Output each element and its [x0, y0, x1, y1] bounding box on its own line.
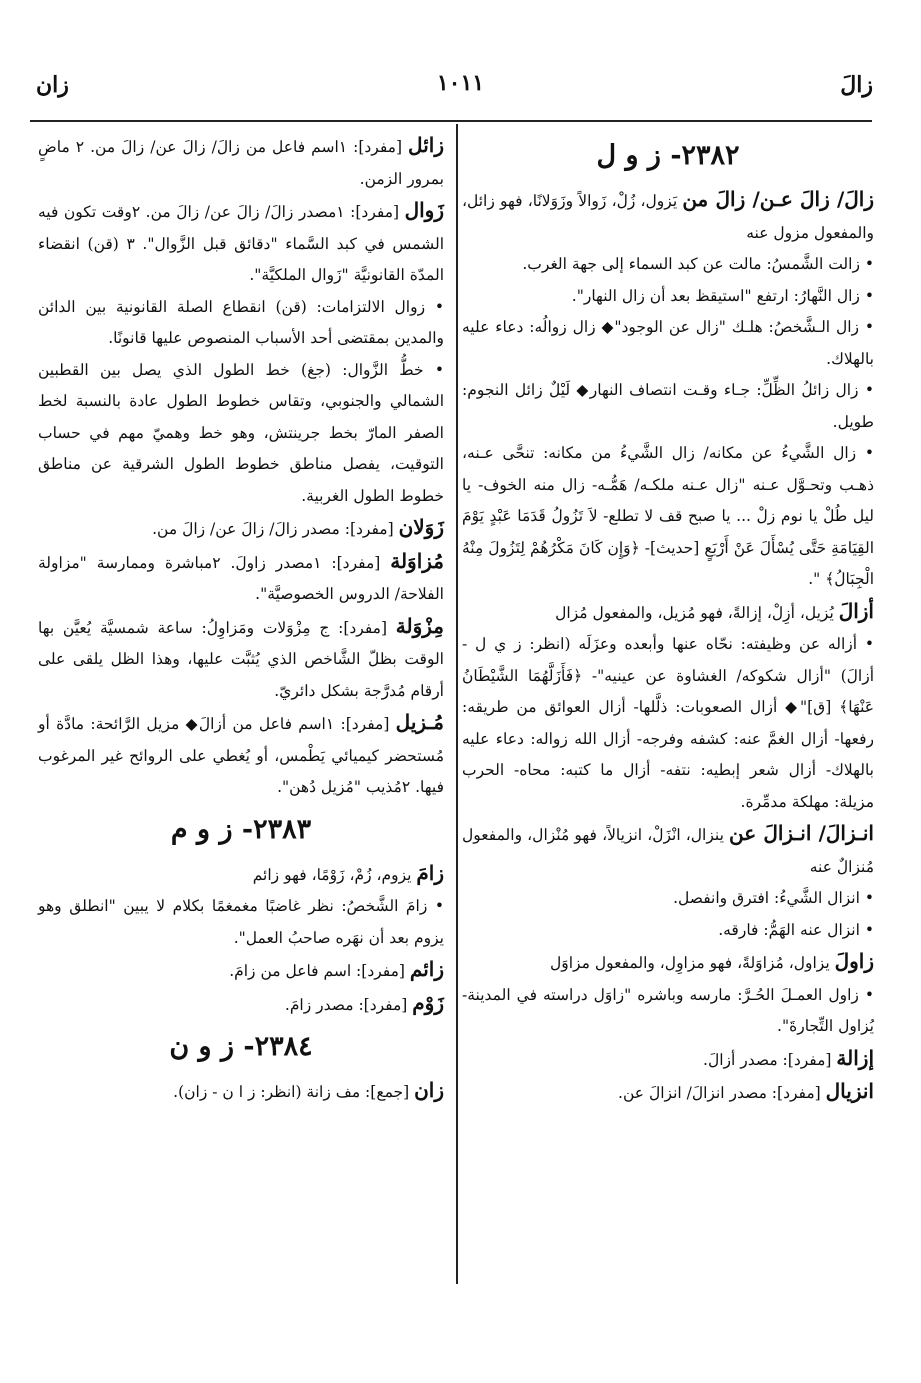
sense — [462, 629, 874, 818]
entry-text: [مفرد]: ١اسم فاعل من زالَ/ زالَ عن/ زالَ من. ٢ ماضٍ بمرور الزمن. — [38, 138, 444, 188]
entry — [38, 512, 444, 546]
entry-headword: زائم — [409, 957, 444, 981]
running-head-right: زالَ — [840, 72, 873, 98]
sense-text: • زاول العمـلَ الحُـرَّ: مارسه وباشره "زاوَل دراسته في المدينة- يُزاول التِّجارةَ". — [462, 985, 874, 1035]
sense — [462, 915, 874, 947]
entry-headword: زالَ/ زالَ عـن/ زالَ من — [682, 187, 875, 211]
entry-headword: مُزاوَلة — [390, 548, 444, 573]
page-number: ١٠١١ — [436, 70, 485, 96]
entry-headword: زَوْم — [412, 990, 444, 1015]
sense-text: • زوال الالتزامات: (قن) انقطاع الصلة القانونية بين الدائن والمدين بمقتضى أحد الأسباب المنصوص عليها قانونًا. — [38, 297, 444, 347]
sense-text: • خطُّ الزَّوال: (جغ) خط الطول الذي يصل بين القطبين الشمالي والجنوبي، وتقاس خطوط الطول عادة بالنسبة لخط الصفر المارّ بخط جرينتش، وهو خط وهميّ مهم في حساب التوقيت، يفصل مناطق خطوط الطول الشرقية عن مناطق خطوط الطول الغربية. — [38, 360, 444, 505]
entry — [38, 1075, 444, 1109]
entry-headword: إزالة — [836, 1045, 874, 1070]
entry — [38, 858, 444, 892]
entry — [38, 611, 444, 708]
sense-text: • زال زائلُ الظِّلِّ: جـاء وقـت انتصاف النهار◆ لَيْلٌ زائل النجوم: طويل. — [462, 381, 874, 431]
entry — [462, 1043, 874, 1077]
sense-text: • زال الشَّيءُ عن مكانه/ زال الشَّيءُ من مكانه: تنحَّى عـنه، ذهـب وتحـوَّل عـنه "زال عـنه ملكـه/ هَمُّـه- زال منه الخوف- يا ليل طُلْ يا نوم زلْ ... يا صبح قف لا تطلع- لاَ تَزُولُ قَدَمَا عَبْدٍ يَوْمَ القِيَامَةِ حَتَّى يُسْأَلَ عَنْ أَرْبَعٍ [حديث]- ﴿وَإِن كَانَ مَكْرُهُمْ لِتَزُولَ مِنْهُ الْجِبَالُ﴾ ". — [462, 444, 874, 588]
sense — [38, 292, 444, 355]
entry-headword: زائل — [408, 133, 444, 157]
entry-headword: زَوال — [404, 198, 444, 222]
sense — [462, 883, 874, 915]
entry — [462, 596, 874, 630]
entry — [38, 707, 444, 804]
entry-headword: انـزالَ/ انـزالَ عن — [729, 821, 874, 845]
sense — [462, 438, 874, 596]
sense — [462, 980, 874, 1043]
header-rule — [30, 120, 872, 122]
entry — [38, 546, 444, 611]
entry-headword: زان — [414, 1078, 444, 1102]
sense — [462, 375, 874, 438]
sense — [38, 355, 444, 513]
entry-text: ينزال، انْزَلْ، انزيالاً، فهو مُنْزال، والمفعول مُنزالٌ عنه — [462, 826, 874, 876]
entry — [462, 818, 874, 883]
entry — [38, 954, 444, 988]
entry-text: [جمع]: مف زانة (انظر: ز ا ن - زان). — [173, 1083, 415, 1101]
entry — [38, 130, 444, 195]
column-divider — [456, 124, 458, 1284]
entry-text: [مفرد]: ١مصدر زاولَ. ٢مباشرة وممارسة "مزاولة الفلاحة/ الدروس الخصوصيَّة". — [38, 553, 444, 603]
entry-headword: مُـزيل — [395, 710, 444, 734]
entry-text: [مفرد]: مصدر أزالَ. — [703, 1050, 837, 1069]
left-column — [38, 130, 444, 1109]
sense — [462, 249, 874, 281]
sense-text: • زامَ الشَّخصُ: نظر غاضبًا مغمغمًا بكلام لا يبين "انطلق وهو يزوم بعد أن نهَره صاحبُ العمل". — [38, 897, 444, 947]
entry — [38, 988, 444, 1022]
running-head-left: زان — [36, 72, 69, 98]
root-heading: ٢٣٨٣- ز و م — [170, 813, 312, 845]
entry-text: [مفرد]: ١مصدر زالَ/ زالَ عن/ زالَ من. ٢وقت تكون فيه الشمس في كبد السَّماء "دقائق قبل الزَّوال". ٣ (قن) انقضاء المدّة القانونيَّة "زَوال الملكيَّة". — [38, 203, 444, 284]
sense-text: • انزال الشَّيءُ: افترق وانفصل. — [673, 889, 874, 907]
sense — [462, 312, 874, 375]
entry-text: [مفرد]: مصدر زامَ. — [284, 995, 413, 1014]
entry-headword: مِزْوَلة — [395, 613, 444, 638]
sense-text: • انزال عنه الهَمُّ: فارقه. — [718, 920, 874, 939]
sense-text: • زال النَّهارُ: ارتفع "استيقظ بعد أن زال النهار". — [571, 286, 874, 305]
sense — [38, 891, 444, 954]
entry-headword: انزيال — [825, 1079, 874, 1103]
entry-headword: زامَ — [416, 860, 444, 885]
entry — [462, 1076, 874, 1110]
entry-text: [مفرد]: ١اسم فاعل من أزالَ◆ مزيل الرَّائحة: مادَّة أو مُستحضر كيميائي يَطْمس، أو يُغطي على الروائح غير المرغوب فيها. ٢مُذيب "مُزيل دُهن". — [38, 715, 444, 796]
entry-text: [مفرد]: ج مِزْوَلات ومَزاوِلُ: ساعة شمسيَّة يُعيَّن بها الوقت بظلّ الشَّاخص الذي يُثبَّت عليها، وهذا الظل يلقى على أرقام مُدرَّجة بشكل دائريّ. — [38, 618, 444, 700]
entry-headword: أزالَ — [838, 598, 874, 623]
entry-headword: زَوَلان — [398, 515, 444, 539]
entry-text: يُزيل، أزِلْ، إزالةً، فهو مُزيل، والمفعول مُزال — [555, 603, 839, 622]
sense-text: • زال الـشَّخصُ: هلـك "زال عن الوجود"◆ زال زوالُه: دعاء عليه بالهلاك. — [462, 318, 874, 368]
entry — [462, 946, 874, 980]
entry-text: [مفرد]: مصدر زالَ/ زالَ عن/ زالَ من. — [152, 520, 399, 538]
sense-text: • زالت الشَّمسُ: مالت عن كبد السماء إلى جهة الغرب. — [522, 255, 874, 273]
entry-text: [مفرد]: اسم فاعل من زامَ. — [229, 962, 410, 980]
root-heading: ٢٣٨٢- ز و ل — [596, 140, 740, 171]
entry — [38, 195, 444, 292]
sense — [462, 281, 874, 313]
entry-text: يزوم، زُمْ، زَوْمًا، فهو زائم — [252, 865, 417, 884]
sense-text: • أزاله عن وظيفته: نحّاه عنها وأبعده وعزَلَه (انظر: ز ي ل - أزالَ) "أزال شكوكه/ الغشاوة عن عينيه"- ﴿فَأَزَلَّهُمَا الشَّيْطَانُ عَنْهَا﴾ [ق]"◆ أزال الصعوبات: ذلَّلها- أزال العوائق من طريقه: رفعها- أزال الغمَّ عنه: كشفه وفرجه- أزال الله زواله: دعاء عليه بالهلاك- أزال شعر إبطيه: نتفه- أزال ما كتبه: محاه- الحرب مزيلة: مهلكة مدمِّرة. — [462, 635, 874, 811]
entry-headword: زاولَ — [834, 949, 874, 973]
entry — [462, 184, 874, 249]
right-column — [462, 130, 874, 1110]
entry-text: [مفرد]: مصدر انزالَ/ انزالَ عن. — [618, 1084, 826, 1102]
entry-text: يَزول، زُلْ، زَوالاً وزَوَلانًا، فهو زائل، والمفعول مزول عنه — [462, 192, 874, 242]
root-heading: ٢٣٨٤- ز و ن — [169, 1031, 313, 1062]
entry-text: يزاول، مُزاوَلةً، فهو مزاوِل، والمفعول مزاوَل — [549, 954, 835, 972]
